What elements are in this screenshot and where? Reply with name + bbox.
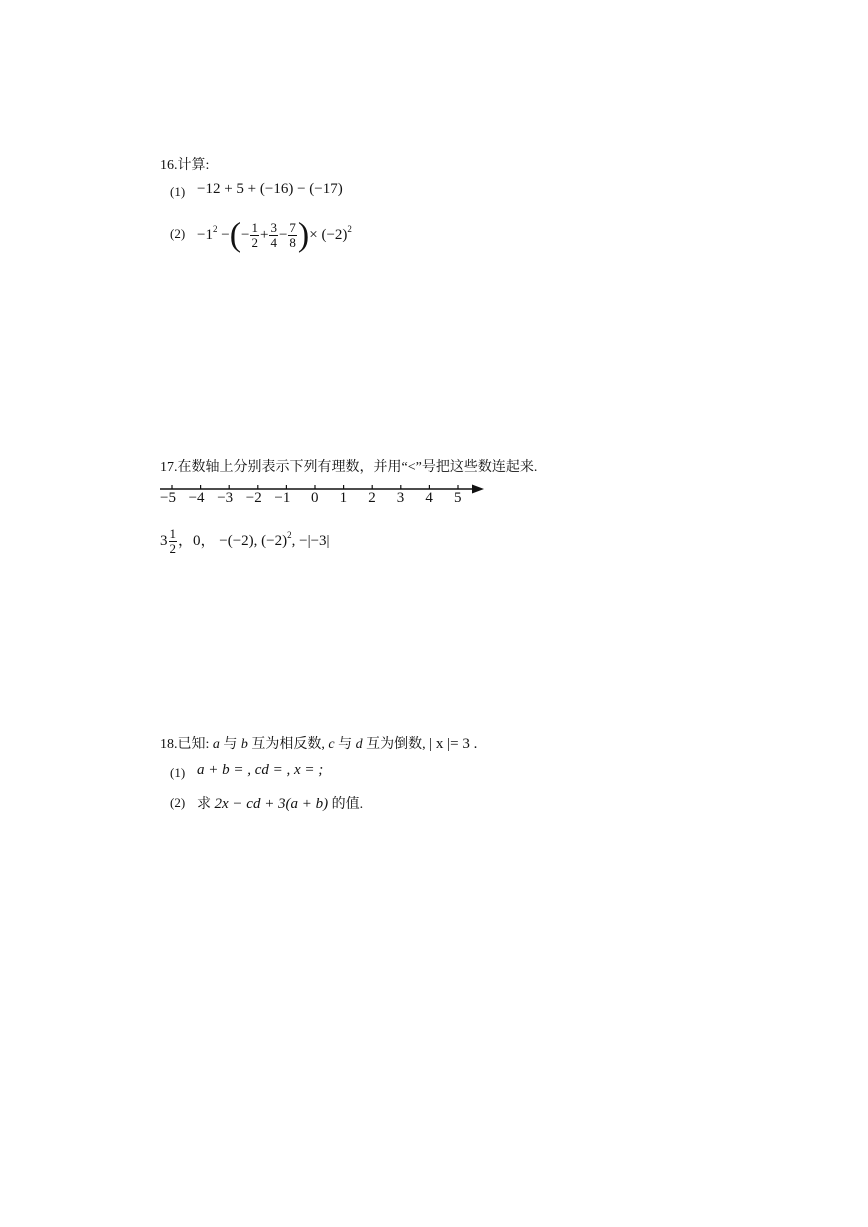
q18-text-4: 互为倒数,	[362, 737, 430, 752]
numerator: 1	[251, 220, 258, 236]
denominator: 2	[169, 541, 176, 557]
axis-tick-label: 1	[339, 490, 348, 506]
fraction-one-half	[250, 221, 259, 250]
p2-tail-exponent: 2	[347, 224, 352, 234]
mixed-number-whole: 3	[160, 533, 168, 549]
question-16-part-2-label: (2)	[170, 226, 186, 241]
number-line	[158, 478, 488, 508]
p2-expression: 2x − cd + 3(a + b)	[214, 796, 329, 812]
axis-tick-label: 3	[396, 490, 405, 506]
axis-tick-label: 2	[368, 490, 376, 506]
question-16-title: 16.计算:	[160, 158, 210, 173]
axis-tick-label: −2	[245, 490, 262, 506]
axis-tick-label: −5	[160, 490, 176, 506]
list-exponent: 2	[287, 530, 292, 540]
p2-plus: +	[259, 227, 269, 243]
p2-lead: −1	[197, 227, 213, 243]
denominator: 4	[270, 235, 277, 251]
q18-text-3: 与	[334, 737, 356, 752]
axis-tick-label: 0	[311, 490, 319, 506]
question-17-number-list	[160, 520, 330, 556]
abs-x-equation: | x |= 3 .	[429, 736, 478, 752]
question-16-part-1-label: (1)	[170, 184, 186, 199]
question-16-part-2-expression	[197, 212, 352, 252]
p2-fraction-1-sign: −	[241, 227, 250, 243]
axis-tick-label: 4	[425, 490, 433, 506]
numerator: 7	[289, 220, 296, 236]
question-18-part-1-label: (1)	[170, 765, 186, 780]
var-a: a	[212, 737, 220, 752]
question-17-title: 17.在数轴上分别表示下列有理数，并用“<”号把这些数连起来.	[160, 460, 538, 475]
p2-suffix: 的值.	[328, 797, 364, 812]
p2-lead-exponent: 2	[212, 224, 218, 234]
axis-arrow-icon	[472, 485, 484, 494]
fraction-seven-eighths	[288, 221, 297, 250]
axis-tick-label: −4	[188, 490, 205, 506]
denominator: 2	[251, 235, 258, 251]
p2-minus: −	[221, 227, 230, 243]
question-18-part-1-expression: a + b = , cd = , x = ;	[197, 762, 324, 778]
axis-tick-label: −1	[274, 490, 291, 506]
var-c: c	[328, 737, 335, 752]
q18-text-1: 与	[219, 737, 241, 752]
q18-prefix: 18.已知:	[160, 737, 213, 752]
p2-minus-2: −	[278, 227, 288, 243]
var-b: b	[240, 737, 248, 752]
left-paren: (	[229, 216, 242, 254]
numerator: 1	[169, 526, 176, 542]
p2-tail: × (−2)	[309, 227, 348, 243]
numerator: 3	[270, 220, 277, 236]
q18-text-2: 互为相反数,	[247, 737, 329, 752]
axis-tick-label: 5	[454, 490, 462, 506]
fraction-three-quarters	[269, 221, 278, 250]
number-line-svg	[158, 478, 488, 508]
question-16-part-1-expression: −12 + 5 + (−16) − (−17)	[197, 181, 343, 197]
question-18-part-2-text	[197, 793, 363, 813]
list-rest-a: ，0， −(−2), (−2)	[178, 533, 288, 549]
list-rest-b: , −|−3|	[291, 533, 330, 549]
denominator: 8	[289, 235, 296, 251]
right-paren: )	[297, 216, 310, 254]
mixed-number-fraction	[169, 527, 178, 556]
question-18-title	[160, 733, 477, 753]
axis-tick-label: −3	[217, 490, 234, 506]
p2-prefix: 求	[197, 797, 215, 812]
var-d: d	[355, 737, 363, 752]
question-18-part-2-label: (2)	[170, 795, 186, 810]
